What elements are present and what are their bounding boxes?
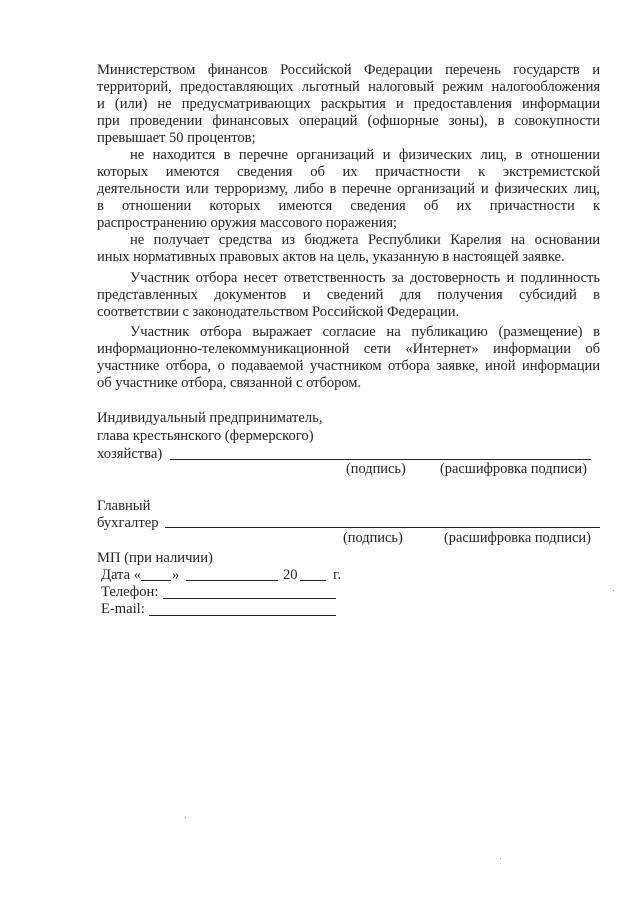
- date-mid: »: [172, 567, 180, 583]
- email-line: [149, 615, 336, 616]
- date-day-line: [141, 580, 171, 581]
- accountant-sign-caption: (подпись): [343, 530, 403, 546]
- body-line: деятельности или терроризму, либо в перечне организаций и физических лиц,: [97, 181, 600, 197]
- accountant-decode-caption: (расшифровка подписи): [444, 530, 591, 546]
- date-year-line: [300, 580, 326, 581]
- date-year-prefix: 20: [283, 567, 298, 583]
- body-line: превышает 50 процентов;: [97, 130, 256, 146]
- date-year-suffix: г.: [333, 567, 341, 583]
- accountant-title-line-1: Главный: [97, 498, 151, 514]
- scan-speck: [613, 590, 614, 591]
- date-prefix: Дата «: [101, 567, 142, 583]
- accountant-title-line-2: бухгалтер: [97, 515, 159, 531]
- ip-signature-line: [170, 459, 591, 460]
- body-line: участнике отбора, о подаваемой участником отбора заявке, иной информации: [97, 358, 600, 374]
- phone-label: Телефон:: [101, 584, 159, 600]
- phone-line: [163, 598, 336, 599]
- body-line: при проведении финансовых операций (офшорные зоны), в совокупности: [97, 113, 600, 129]
- body-line: Министерством финансов Российской Федерации перечень государств и: [97, 62, 600, 78]
- ip-title-line-3: хозяйства): [97, 446, 163, 462]
- body-line: не получает средства из бюджета Республики Карелия на основании: [130, 232, 600, 248]
- body-line: территорий, предоставляющих льготный налоговый режим налогообложения: [97, 79, 600, 95]
- body-line: Участник отбора выражает согласие на публикацию (размещение) в: [130, 324, 600, 340]
- email-label: E-mail:: [101, 601, 145, 617]
- body-line: распространению оружия массового поражения;: [97, 215, 398, 231]
- body-line: представленных документов и сведений для получения субсидий в: [97, 287, 600, 303]
- scan-speck: [500, 858, 501, 859]
- body-line: и (или) не предусматривающих раскрытия и предоставления информации: [97, 96, 600, 112]
- ip-decode-caption: (расшифровка подписи): [440, 461, 587, 477]
- body-line: иных нормативных правовых актов на цель, указанную в настоящей заявке.: [97, 249, 565, 265]
- body-line: соответствии с законодательством Российской Федерации.: [97, 304, 460, 320]
- scan-speck: [185, 817, 186, 818]
- body-line: Участник отбора несет ответственность за достоверность и подлинность: [130, 270, 600, 286]
- body-line: не находится в перечне организаций и физических лиц, в отношении: [130, 147, 600, 163]
- body-line: информационно-телекоммуникационной сети «Интернет» информации об: [97, 341, 600, 357]
- stamp-label: МП (при наличии): [97, 550, 213, 566]
- ip-title-line-1: Индивидуальный предприниматель,: [97, 410, 323, 426]
- accountant-signature-line: [165, 527, 600, 528]
- body-line: в отношении которых имеются сведения об их причастности к: [97, 198, 600, 214]
- date-month-line: [186, 580, 278, 581]
- body-line: об участнике отбора, связанной с отбором.: [97, 375, 362, 391]
- ip-title-line-2: глава крестьянского (фермерского): [97, 428, 314, 444]
- body-line: которых имеются сведения об их причастности к экстремистской: [97, 164, 600, 180]
- ip-sign-caption: (подпись): [346, 461, 406, 477]
